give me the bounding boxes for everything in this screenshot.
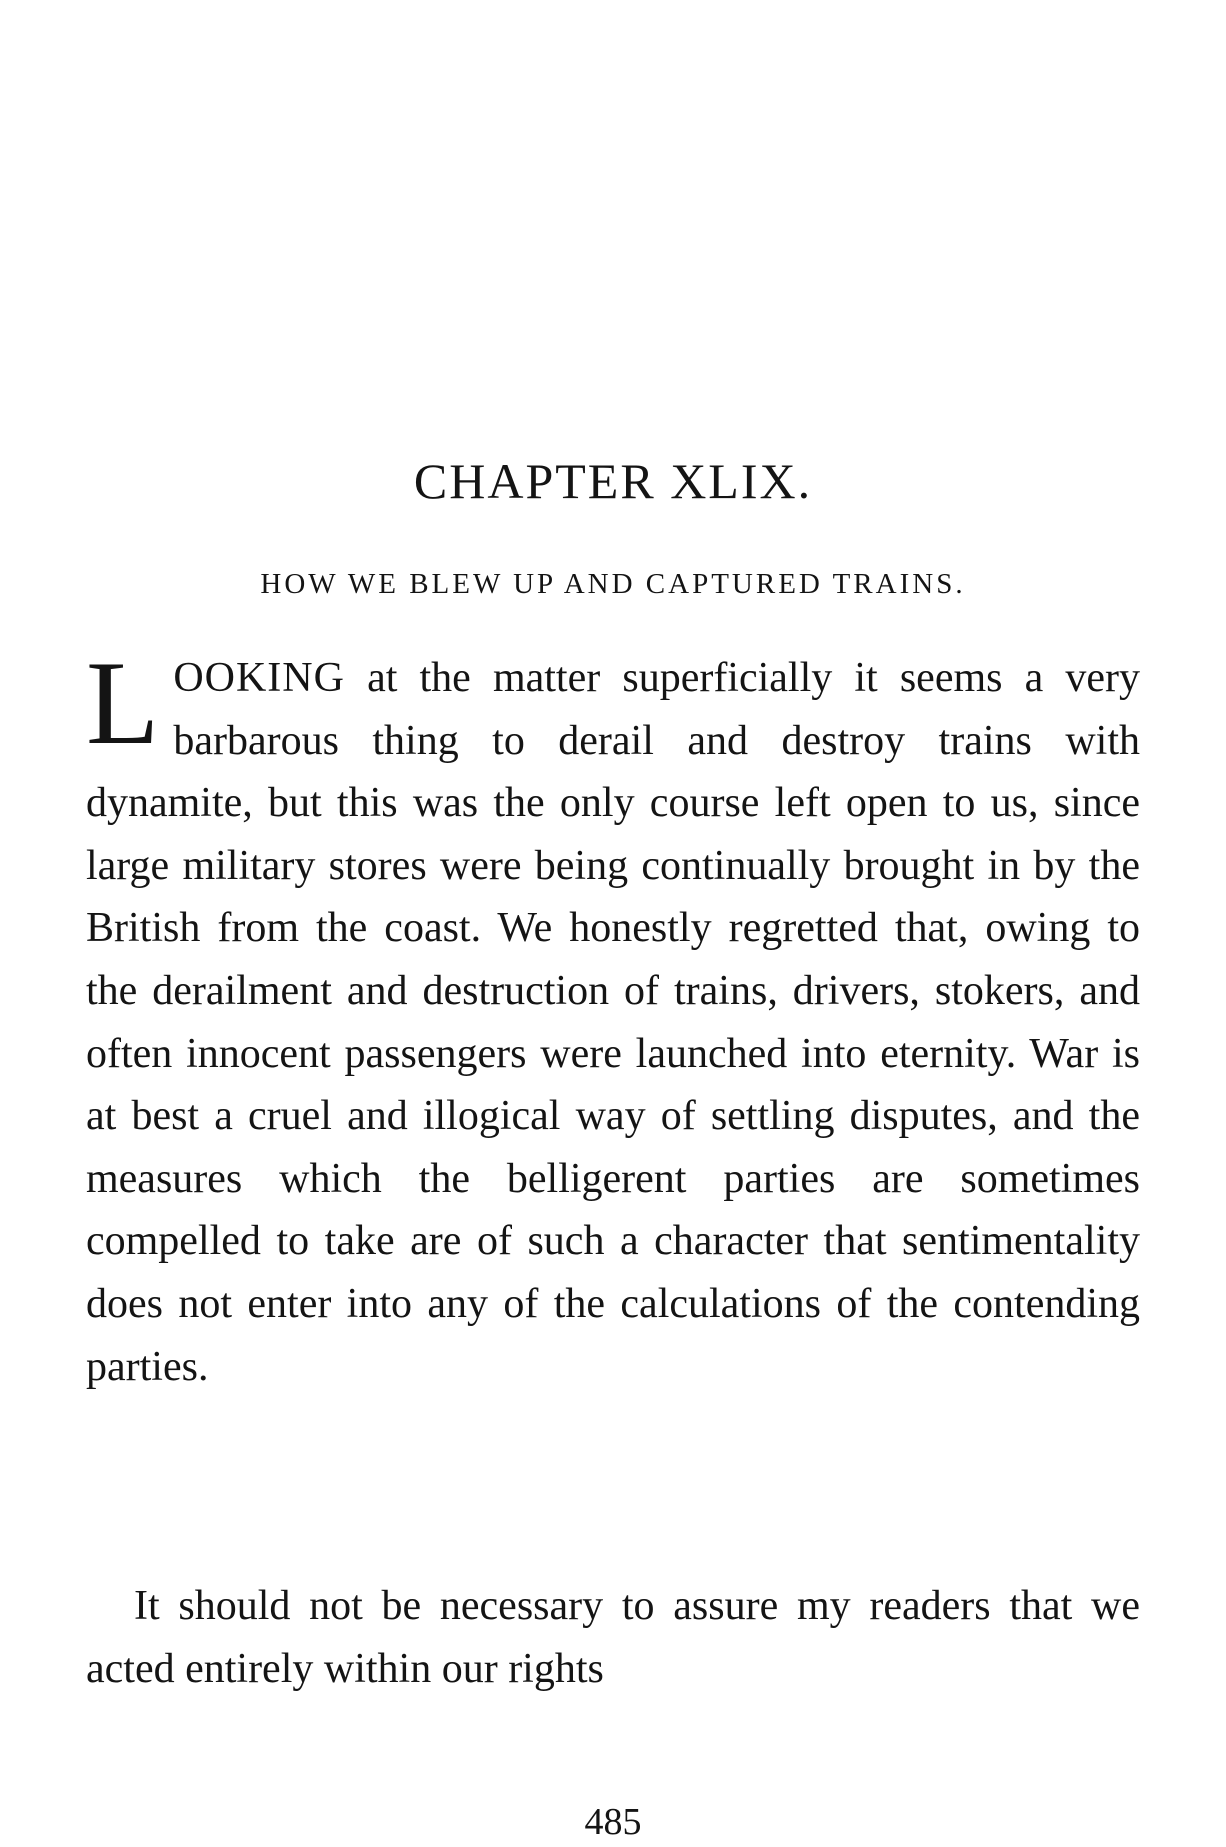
paragraph-1 <box>86 636 1140 1398</box>
paragraph-lead-word: OOKING <box>173 655 345 701</box>
paragraph-1-text: at the matter superficially it seems a very barbarous thing to derail and destroy trains with dynamite, but this was the only course left open to us, since large military stores were being continually brought in by the British from the coast. We honestly regretted that, owing to the derailment and destruction of trains, drivers, stokers, and often innocent passengers were launched into eternity. War is at best a cruel and illogical way of settling disputes, and the measures which the belligerent parties are sometimes compelled to take are of such a character that sentimentality does not enter into any of the calculations of the contending parties. <box>86 655 1140 1390</box>
drop-cap: L <box>86 636 160 769</box>
chapter-title: CHAPTER XLIX. <box>413 453 813 509</box>
chapter-subtitle: HOW WE BLEW UP AND CAPTURED TRAINS. <box>260 568 966 600</box>
paragraph-2: It should not be necessary to assure my readers that we acted entirely within our rights <box>86 1583 1140 1692</box>
page-number: 485 <box>584 1801 642 1843</box>
